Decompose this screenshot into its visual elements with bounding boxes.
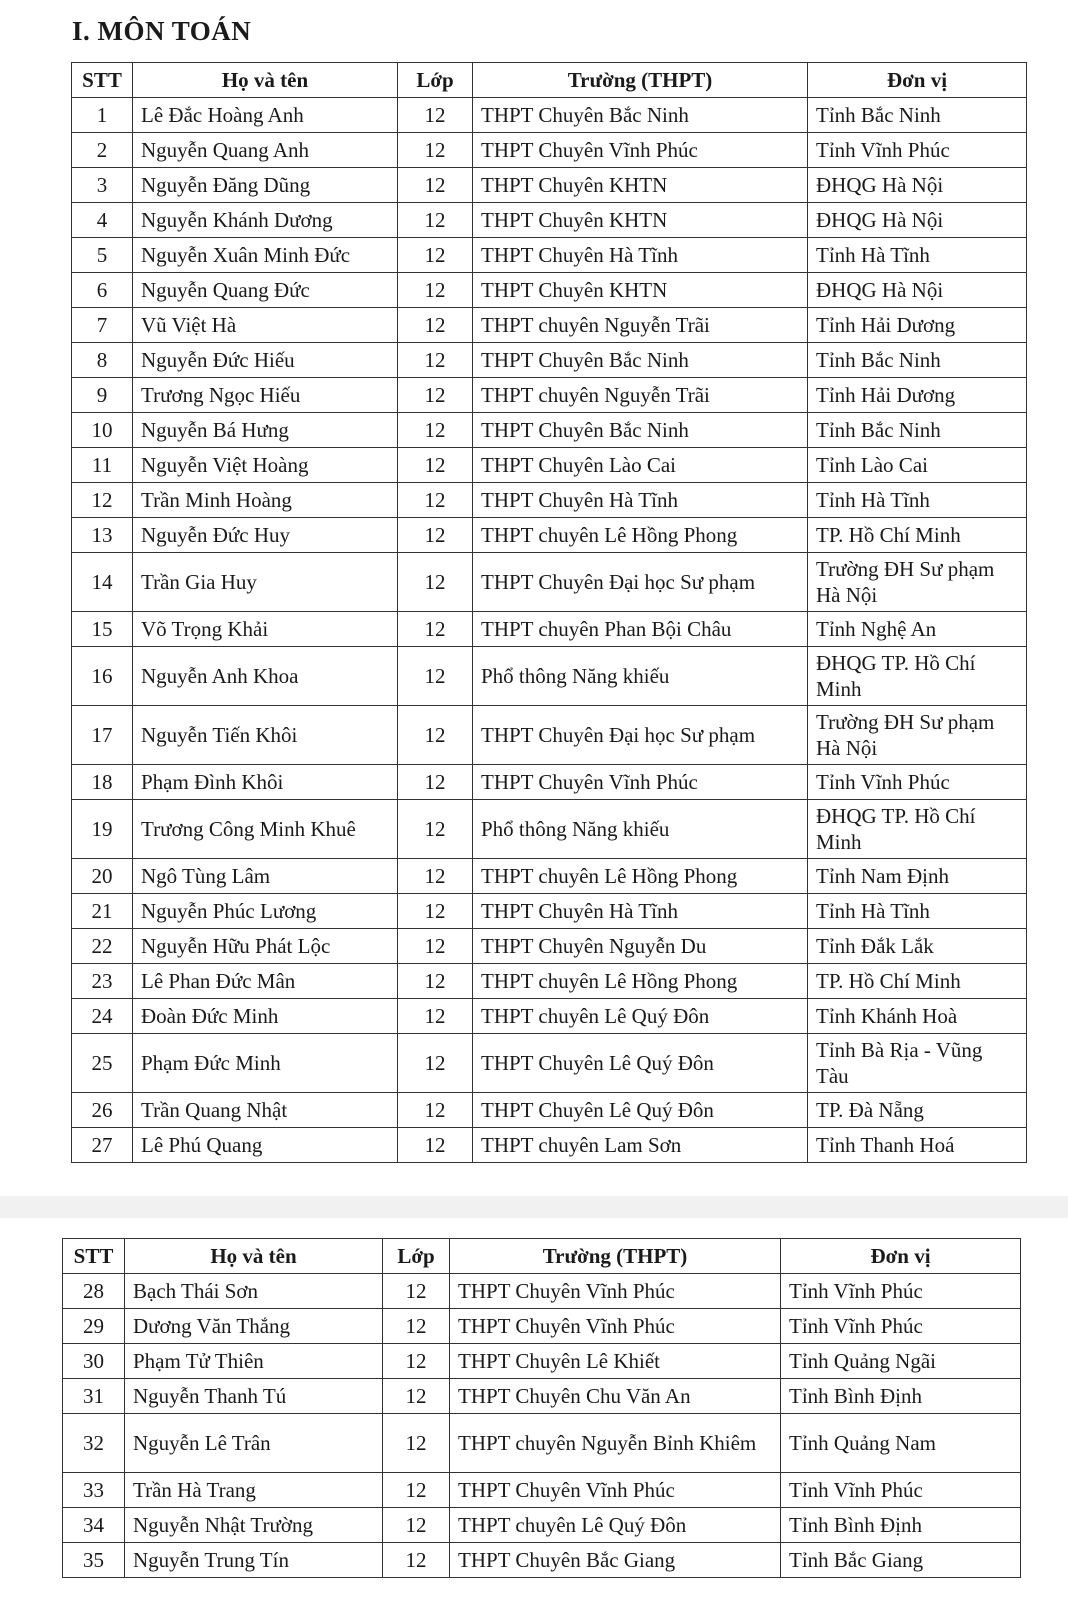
cell-name: Dương Văn Thắng <box>125 1309 383 1344</box>
table-row <box>72 308 1027 343</box>
table-row <box>63 1274 1021 1309</box>
header-name: Họ và tên <box>125 1239 383 1274</box>
cell-name: Phạm Đình Khôi <box>133 765 398 800</box>
table-body-2 <box>63 1274 1021 1578</box>
cell-grade: 12 <box>398 553 473 612</box>
cell-school: THPT Chuyên Bắc Ninh <box>473 98 808 133</box>
cell-grade: 12 <box>398 1128 473 1163</box>
cell-unit: Tỉnh Hà Tĩnh <box>808 483 1027 518</box>
cell-grade: 12 <box>398 612 473 647</box>
cell-unit: Tỉnh Bắc Ninh <box>808 343 1027 378</box>
cell-unit: Trường ĐH Sư phạm Hà Nội <box>808 706 1027 765</box>
cell-unit: Tỉnh Hà Tĩnh <box>808 238 1027 273</box>
cell-name: Đoàn Đức Minh <box>133 999 398 1034</box>
cell-school: THPT Chuyên Đại học Sư phạm <box>473 553 808 612</box>
cell-grade: 12 <box>398 308 473 343</box>
table-row <box>63 1344 1021 1379</box>
table-body-1 <box>72 98 1027 1163</box>
cell-stt: 25 <box>72 1034 133 1093</box>
table-row <box>72 859 1027 894</box>
cell-stt: 12 <box>72 483 133 518</box>
cell-name: Nguyễn Khánh Dương <box>133 203 398 238</box>
cell-unit: Trường ĐH Sư phạm Hà Nội <box>808 553 1027 612</box>
cell-unit: Tỉnh Bình Định <box>781 1508 1021 1543</box>
cell-school: THPT chuyên Lê Quý Đôn <box>450 1508 781 1543</box>
table-row <box>72 647 1027 706</box>
cell-stt: 22 <box>72 929 133 964</box>
table-row <box>72 1034 1027 1093</box>
table-row <box>72 413 1027 448</box>
table-row <box>63 1508 1021 1543</box>
cell-name: Lê Phú Quang <box>133 1128 398 1163</box>
cell-unit: ĐHQG TP. Hồ Chí Minh <box>808 800 1027 859</box>
table-row <box>72 800 1027 859</box>
cell-unit: TP. Đà Nẵng <box>808 1093 1027 1128</box>
cell-unit: Tỉnh Khánh Hoà <box>808 999 1027 1034</box>
cell-grade: 12 <box>398 800 473 859</box>
cell-stt: 28 <box>63 1274 125 1309</box>
cell-name: Nguyễn Phúc Lương <box>133 894 398 929</box>
cell-school: THPT Chuyên Hà Tĩnh <box>473 238 808 273</box>
cell-grade: 12 <box>398 448 473 483</box>
cell-stt: 30 <box>63 1344 125 1379</box>
header-school: Trường (THPT) <box>450 1239 781 1274</box>
cell-stt: 4 <box>72 203 133 238</box>
cell-name: Phạm Tử Thiên <box>125 1344 383 1379</box>
cell-school: THPT chuyên Nguyễn Bỉnh Khiêm <box>450 1414 781 1473</box>
table-row <box>72 98 1027 133</box>
cell-school: THPT Chuyên Vĩnh Phúc <box>450 1473 781 1508</box>
cell-school: THPT chuyên Lê Hồng Phong <box>473 518 808 553</box>
cell-unit: Tỉnh Lào Cai <box>808 448 1027 483</box>
cell-stt: 6 <box>72 273 133 308</box>
cell-name: Trương Ngọc Hiếu <box>133 378 398 413</box>
cell-name: Nguyễn Đức Huy <box>133 518 398 553</box>
cell-school: THPT chuyên Lam Sơn <box>473 1128 808 1163</box>
header-grade: Lớp <box>398 63 473 98</box>
table-row <box>72 168 1027 203</box>
page-title: I. MÔN TOÁN <box>72 16 252 46</box>
cell-stt: 29 <box>63 1309 125 1344</box>
cell-grade: 12 <box>398 859 473 894</box>
student-table-2 <box>62 1238 1021 1578</box>
cell-unit: Tỉnh Bắc Ninh <box>808 98 1027 133</box>
table-row <box>72 612 1027 647</box>
cell-unit: TP. Hồ Chí Minh <box>808 518 1027 553</box>
cell-grade: 12 <box>398 203 473 238</box>
cell-school: THPT chuyên Lê Hồng Phong <box>473 859 808 894</box>
cell-school: THPT Chuyên Bắc Ninh <box>473 343 808 378</box>
cell-stt: 19 <box>72 800 133 859</box>
table-row <box>63 1473 1021 1508</box>
header-unit: Đơn vị <box>781 1239 1021 1274</box>
cell-grade: 12 <box>398 964 473 999</box>
cell-unit: Tỉnh Vĩnh Phúc <box>808 765 1027 800</box>
cell-unit: Tỉnh Quảng Ngãi <box>781 1344 1021 1379</box>
cell-stt: 5 <box>72 238 133 273</box>
cell-school: THPT Chuyên Vĩnh Phúc <box>450 1274 781 1309</box>
cell-unit: Tỉnh Hải Dương <box>808 308 1027 343</box>
cell-stt: 32 <box>63 1414 125 1473</box>
cell-grade: 12 <box>398 647 473 706</box>
table-row <box>72 238 1027 273</box>
cell-grade: 12 <box>398 133 473 168</box>
cell-name: Vũ Việt Hà <box>133 308 398 343</box>
cell-unit: ĐHQG Hà Nội <box>808 168 1027 203</box>
cell-unit: Tỉnh Nghệ An <box>808 612 1027 647</box>
table-row <box>72 378 1027 413</box>
table-header-row <box>72 63 1027 98</box>
cell-school: THPT Chuyên Vĩnh Phúc <box>450 1309 781 1344</box>
cell-stt: 35 <box>63 1543 125 1578</box>
cell-stt: 21 <box>72 894 133 929</box>
table-row <box>72 999 1027 1034</box>
table-row <box>72 133 1027 168</box>
cell-stt: 15 <box>72 612 133 647</box>
cell-stt: 7 <box>72 308 133 343</box>
cell-unit: Tỉnh Quảng Nam <box>781 1414 1021 1473</box>
cell-school: THPT chuyên Lê Hồng Phong <box>473 964 808 999</box>
table-row <box>72 518 1027 553</box>
table-row <box>72 894 1027 929</box>
cell-grade: 12 <box>398 343 473 378</box>
cell-grade: 12 <box>398 98 473 133</box>
table-row <box>72 1093 1027 1128</box>
cell-stt: 23 <box>72 964 133 999</box>
cell-unit: Tỉnh Bắc Giang <box>781 1543 1021 1578</box>
cell-unit: Tỉnh Nam Định <box>808 859 1027 894</box>
cell-stt: 16 <box>72 647 133 706</box>
cell-stt: 24 <box>72 999 133 1034</box>
cell-name: Nguyễn Xuân Minh Đức <box>133 238 398 273</box>
cell-name: Nguyễn Trung Tín <box>125 1543 383 1578</box>
cell-stt: 10 <box>72 413 133 448</box>
cell-grade: 12 <box>398 999 473 1034</box>
table-row <box>63 1379 1021 1414</box>
cell-stt: 17 <box>72 706 133 765</box>
cell-grade: 12 <box>383 1508 450 1543</box>
header-name: Họ và tên <box>133 63 398 98</box>
cell-name: Lê Phan Đức Mân <box>133 964 398 999</box>
cell-name: Nguyễn Đức Hiếu <box>133 343 398 378</box>
table-row <box>72 929 1027 964</box>
header-stt: STT <box>63 1239 125 1274</box>
table-row <box>72 964 1027 999</box>
cell-unit: ĐHQG Hà Nội <box>808 203 1027 238</box>
header-grade: Lớp <box>383 1239 450 1274</box>
cell-grade: 12 <box>398 894 473 929</box>
cell-grade: 12 <box>383 1414 450 1473</box>
cell-stt: 20 <box>72 859 133 894</box>
cell-school: THPT Chuyên Bắc Giang <box>450 1543 781 1578</box>
cell-grade: 12 <box>383 1309 450 1344</box>
cell-grade: 12 <box>398 483 473 518</box>
cell-grade: 12 <box>398 1093 473 1128</box>
table-header-row <box>63 1239 1021 1274</box>
cell-unit: Tỉnh Bắc Ninh <box>808 413 1027 448</box>
cell-stt: 27 <box>72 1128 133 1163</box>
cell-school: THPT chuyên Nguyễn Trãi <box>473 308 808 343</box>
cell-unit: ĐHQG TP. Hồ Chí Minh <box>808 647 1027 706</box>
cell-stt: 33 <box>63 1473 125 1508</box>
cell-grade: 12 <box>383 1274 450 1309</box>
cell-name: Võ Trọng Khải <box>133 612 398 647</box>
cell-stt: 8 <box>72 343 133 378</box>
cell-unit: Tỉnh Hà Tĩnh <box>808 894 1027 929</box>
cell-stt: 26 <box>72 1093 133 1128</box>
cell-grade: 12 <box>383 1344 450 1379</box>
cell-stt: 2 <box>72 133 133 168</box>
cell-name: Nguyễn Quang Đức <box>133 273 398 308</box>
cell-school: THPT Chuyên KHTN <box>473 168 808 203</box>
cell-school: THPT Chuyên Vĩnh Phúc <box>473 765 808 800</box>
cell-unit: Tỉnh Bà Rịa - Vũng Tàu <box>808 1034 1027 1093</box>
cell-grade: 12 <box>398 518 473 553</box>
cell-name: Bạch Thái Sơn <box>125 1274 383 1309</box>
cell-school: THPT Chuyên Hà Tĩnh <box>473 483 808 518</box>
cell-grade: 12 <box>398 1034 473 1093</box>
cell-school: THPT chuyên Nguyễn Trãi <box>473 378 808 413</box>
cell-school: THPT Chuyên KHTN <box>473 273 808 308</box>
cell-unit: Tỉnh Vĩnh Phúc <box>781 1473 1021 1508</box>
table-row <box>72 765 1027 800</box>
cell-name: Nguyễn Thanh Tú <box>125 1379 383 1414</box>
cell-stt: 14 <box>72 553 133 612</box>
cell-name: Trần Minh Hoàng <box>133 483 398 518</box>
cell-school: THPT Chuyên KHTN <box>473 203 808 238</box>
cell-name: Nguyễn Nhật Trường <box>125 1508 383 1543</box>
cell-grade: 12 <box>398 168 473 203</box>
cell-name: Nguyễn Hữu Phát Lộc <box>133 929 398 964</box>
cell-grade: 12 <box>398 238 473 273</box>
cell-name: Ngô Tùng Lâm <box>133 859 398 894</box>
cell-unit: Tỉnh Vĩnh Phúc <box>781 1309 1021 1344</box>
cell-stt: 1 <box>72 98 133 133</box>
header-unit: Đơn vị <box>808 63 1027 98</box>
cell-unit: Tỉnh Đắk Lắk <box>808 929 1027 964</box>
cell-school: THPT Chuyên Hà Tĩnh <box>473 894 808 929</box>
cell-grade: 12 <box>398 273 473 308</box>
cell-grade: 12 <box>383 1379 450 1414</box>
cell-stt: 31 <box>63 1379 125 1414</box>
cell-grade: 12 <box>383 1473 450 1508</box>
cell-stt: 9 <box>72 378 133 413</box>
cell-school: THPT Chuyên Đại học Sư phạm <box>473 706 808 765</box>
cell-name: Nguyễn Việt Hoàng <box>133 448 398 483</box>
cell-name: Nguyễn Quang Anh <box>133 133 398 168</box>
cell-school: THPT Chuyên Lê Quý Đôn <box>473 1034 808 1093</box>
cell-grade: 12 <box>398 378 473 413</box>
cell-school: THPT Chuyên Lào Cai <box>473 448 808 483</box>
table-row <box>72 706 1027 765</box>
cell-stt: 18 <box>72 765 133 800</box>
cell-school: THPT Chuyên Lê Khiết <box>450 1344 781 1379</box>
cell-unit: Tỉnh Bình Định <box>781 1379 1021 1414</box>
cell-school: THPT chuyên Lê Quý Đôn <box>473 999 808 1034</box>
table-row <box>72 1128 1027 1163</box>
table-row <box>63 1543 1021 1578</box>
table-row <box>72 553 1027 612</box>
table-row <box>72 483 1027 518</box>
cell-name: Nguyễn Đăng Dũng <box>133 168 398 203</box>
cell-grade: 12 <box>398 413 473 448</box>
table-row <box>72 273 1027 308</box>
cell-name: Lê Đắc Hoàng Anh <box>133 98 398 133</box>
cell-unit: Tỉnh Thanh Hoá <box>808 1128 1027 1163</box>
cell-unit: ĐHQG Hà Nội <box>808 273 1027 308</box>
cell-name: Nguyễn Tiến Khôi <box>133 706 398 765</box>
table-row <box>63 1414 1021 1473</box>
header-school: Trường (THPT) <box>473 63 808 98</box>
cell-school: THPT chuyên Phan Bội Châu <box>473 612 808 647</box>
cell-school: Phổ thông Năng khiếu <box>473 647 808 706</box>
cell-school: THPT Chuyên Vĩnh Phúc <box>473 133 808 168</box>
cell-unit: TP. Hồ Chí Minh <box>808 964 1027 999</box>
cell-grade: 12 <box>398 929 473 964</box>
table-row <box>72 343 1027 378</box>
cell-name: Trần Quang Nhật <box>133 1093 398 1128</box>
cell-stt: 11 <box>72 448 133 483</box>
cell-school: THPT Chuyên Lê Quý Đôn <box>473 1093 808 1128</box>
cell-school: Phổ thông Năng khiếu <box>473 800 808 859</box>
cell-school: THPT Chuyên Nguyễn Du <box>473 929 808 964</box>
cell-grade: 12 <box>383 1543 450 1578</box>
cell-school: THPT Chuyên Bắc Ninh <box>473 413 808 448</box>
cell-unit: Tỉnh Hải Dương <box>808 378 1027 413</box>
cell-unit: Tỉnh Vĩnh Phúc <box>781 1274 1021 1309</box>
table-row <box>72 203 1027 238</box>
cell-stt: 13 <box>72 518 133 553</box>
cell-stt: 34 <box>63 1508 125 1543</box>
cell-grade: 12 <box>398 765 473 800</box>
cell-unit: Tỉnh Vĩnh Phúc <box>808 133 1027 168</box>
table-row <box>63 1309 1021 1344</box>
cell-name: Nguyễn Bá Hưng <box>133 413 398 448</box>
student-table-1 <box>71 62 1027 1163</box>
cell-name: Phạm Đức Minh <box>133 1034 398 1093</box>
page-break <box>0 1196 1068 1218</box>
cell-grade: 12 <box>398 706 473 765</box>
cell-name: Trương Công Minh Khuê <box>133 800 398 859</box>
cell-name: Nguyễn Anh Khoa <box>133 647 398 706</box>
cell-name: Trần Gia Huy <box>133 553 398 612</box>
cell-school: THPT Chuyên Chu Văn An <box>450 1379 781 1414</box>
header-stt: STT <box>72 63 133 98</box>
table-row <box>72 448 1027 483</box>
cell-name: Trần Hà Trang <box>125 1473 383 1508</box>
cell-stt: 3 <box>72 168 133 203</box>
cell-name: Nguyễn Lê Trân <box>125 1414 383 1473</box>
